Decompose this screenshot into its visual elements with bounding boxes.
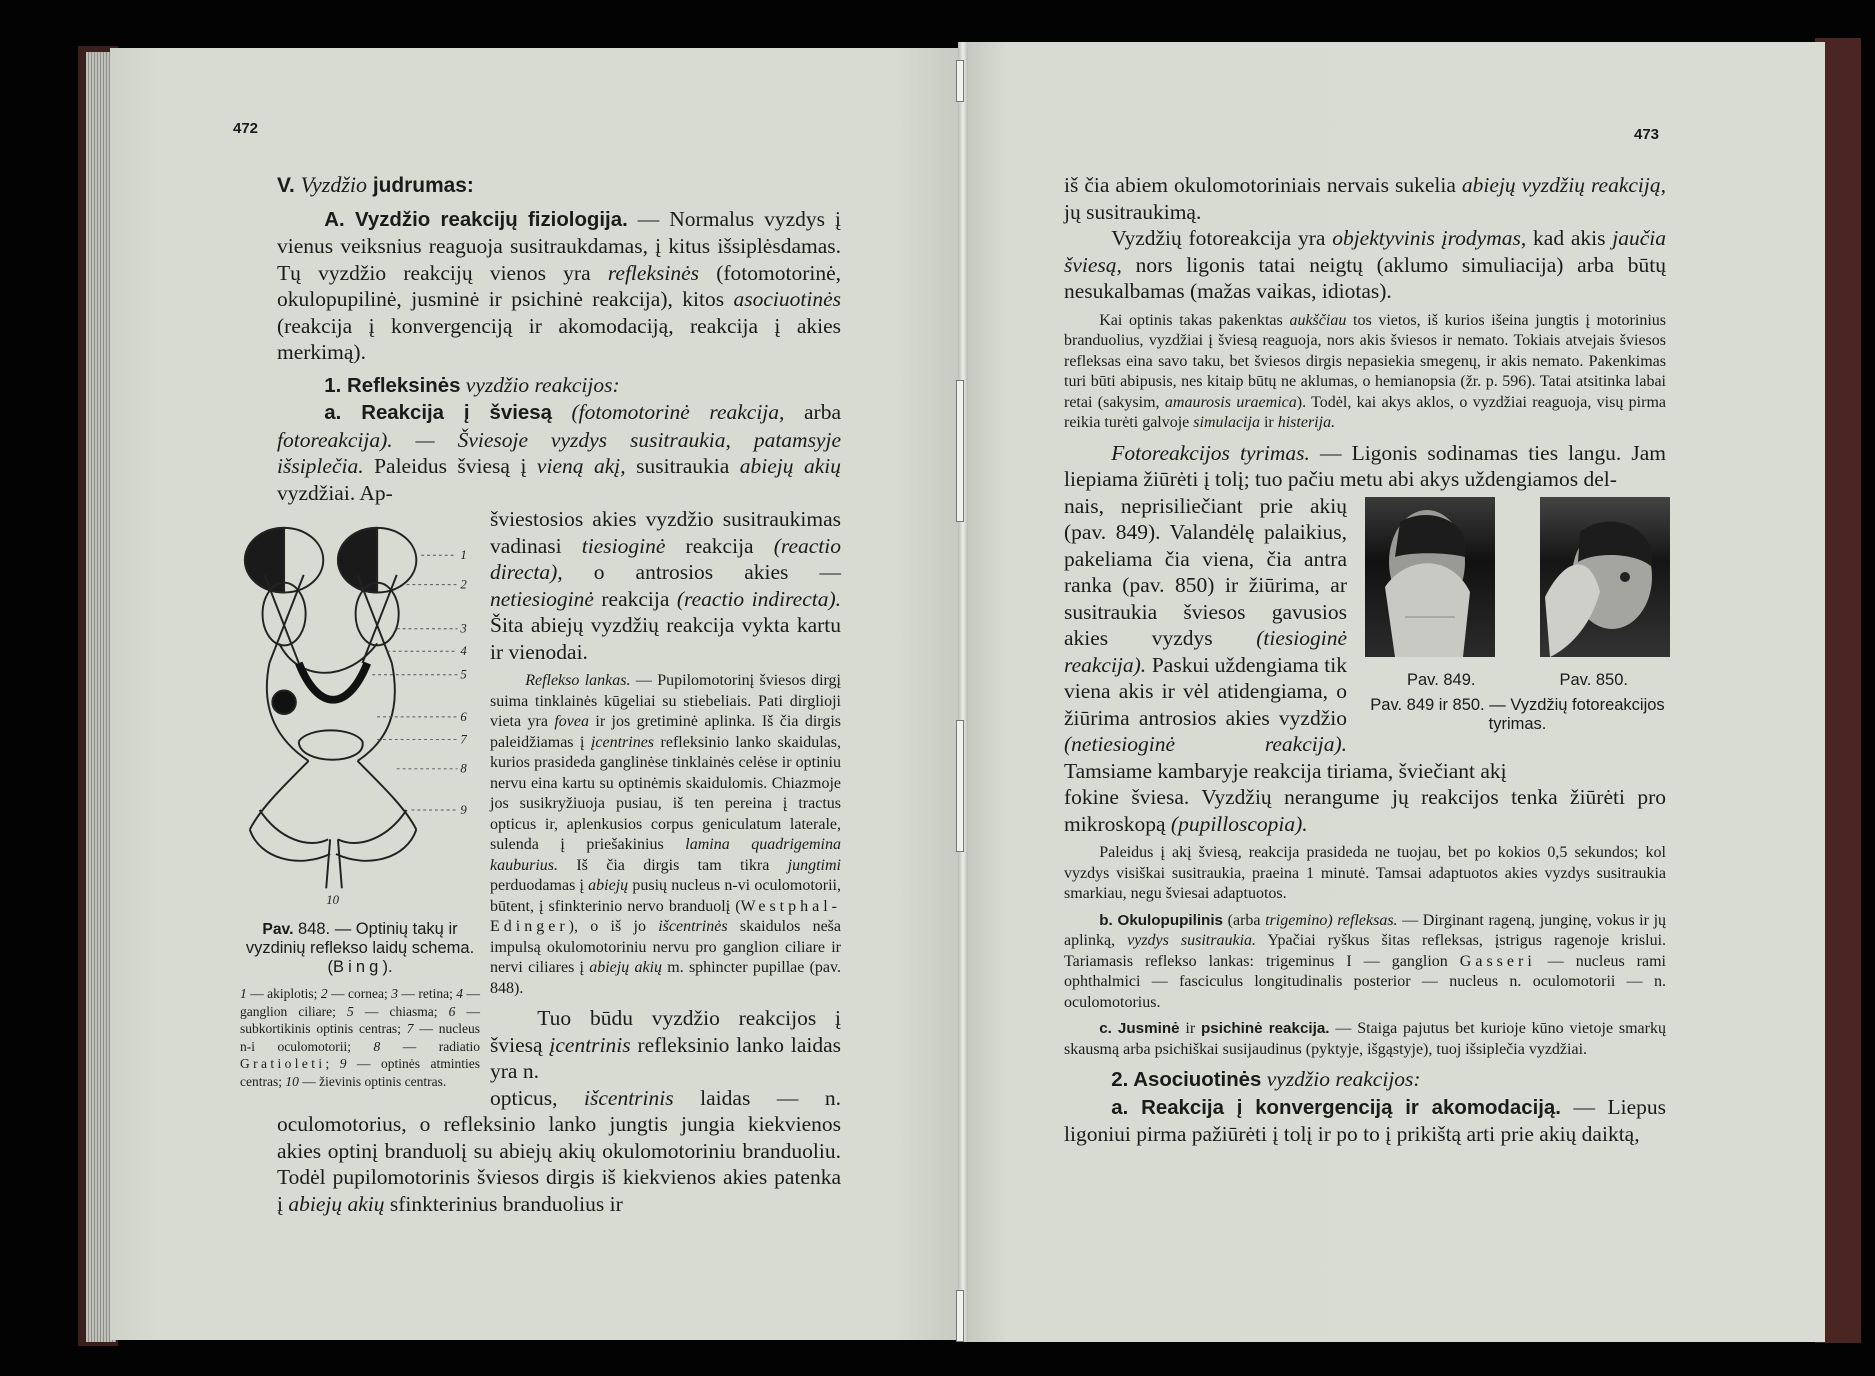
small-print-optic-lesion [1064, 311, 1666, 434]
diagram-label: 6 [460, 709, 467, 724]
text-run: Vyzdžių fotoreakcija yra [1111, 226, 1333, 250]
photo-fig-849 [1365, 497, 1495, 657]
diagram-label: 2 [460, 577, 467, 592]
text-run: V. [277, 174, 301, 197]
text-run: ). [382, 958, 393, 976]
text-run: Vyzdžio [300, 172, 368, 197]
text-run: išcentrinis [584, 1085, 674, 1110]
text-run: fokine šviesa. Vyzdžių nerangume jų reakcijos tenka žiūrėti pro mikroskopą [1064, 785, 1666, 836]
optic-pathway-diagram [240, 512, 480, 912]
photo-fig-850 [1540, 497, 1670, 657]
text-run: judrumas: [367, 174, 474, 197]
text-run: — žievinis optinis centras. [298, 1073, 447, 1089]
text-run: Paskui uždengiama tik viena akis ir vėl atidengiama, o žiūrima antrosios akies vyzdžio [1064, 652, 1347, 730]
section-heading [277, 172, 841, 200]
text-run: ; [325, 1056, 340, 1071]
text-run: 10 [285, 1073, 299, 1089]
text-run: Paleidus į akį šviesą, reakcija prasideda ne tuojau, bet po kokios 0,5 sekundos; kol vyzdys visiškai susitraukia, praeina 1 minutė. Tamsai adaptuotos akies vyzdys susitraukia smarkiau, negu šviesai adaptuotos. [1064, 844, 1666, 902]
photos-figure [1365, 497, 1670, 734]
text-run: (reakcija į konvergenciją ir akomodaciją, reakcija į akies merkimą). [277, 313, 841, 364]
text-run: Ypačiai ryškus šitas refleksas, įstrigus ragenoje krislui. Tariamasis reflekso lankas: trigeminus I — ganglion [1064, 932, 1667, 970]
text-run: ). Todėl, kai akys aklos, o vyzdžiai reaguoja, visų pirma reikia turėti galvoje [1064, 393, 1666, 431]
text-run: nais, neprisiliečiant prie akių (pav. 849). Valandėlę palaikius, pakeliama čia viena, čia antra ranka (pav. 850) ir žiūrima, ar susitraukia šviesos gavusios akies vyzdys [1064, 493, 1347, 650]
text-run: 3 [391, 986, 398, 1001]
diagram-label: 5 [460, 667, 467, 682]
binding-stitch [956, 720, 964, 852]
subheading-reflex [277, 372, 841, 400]
text-run: (fotomotorinė reakcija, [551, 400, 785, 424]
text-run: abiejų akių [739, 454, 842, 478]
text-run: Paleidus šviesą į [363, 454, 537, 478]
diagram-label: 8 [460, 761, 467, 776]
paragraph-conclusion [277, 1085, 841, 1218]
text-run: 2. Asociuotinės [1111, 1069, 1262, 1091]
text-run: laidas — n. oculomotorius, o refleksinio lanko jungtis jungia kiekvienos akies optinį branduolį su abiejų akių okulomotoriniu branduoliu. Todėl pupilomotorinis šviesos dirgis iš kiekvienos akies patenka į [277, 1085, 842, 1216]
text-run: iš čia abiem okulomotoriniais nervais sukelia [1064, 173, 1462, 197]
text-run: šviestosios akies vyzdžio susitraukimas vadinasi [490, 507, 841, 558]
text-run: (pupilloscopia). [1170, 811, 1308, 836]
text-run: 7 [406, 1021, 414, 1036]
text-run: perduodamas į [490, 877, 589, 894]
text-run: — radiatio [380, 1038, 480, 1054]
text-run: (arba [1223, 911, 1266, 929]
small-print-sensory [1064, 1019, 1666, 1060]
text-run: histerija. [1277, 414, 1336, 431]
figure-848 [240, 512, 480, 1090]
small-print-oculopupillary [1064, 911, 1666, 1014]
text-run: c. Jusminė [1099, 1020, 1180, 1037]
text-run: — Normalus vyzdys į vienus veiksnius reaguoja susitraukdamas, į kitus išsiplėsdamas. Tų vyzdžio reakcijų vienos yra [277, 206, 841, 285]
text-run: 848. — Optinių takų ir vyzdinių reflekso laidų schema. ( [245, 920, 475, 976]
text-run: susitraukia [625, 454, 740, 478]
text-run: reakcija [593, 586, 677, 611]
text-run: A. Vyzdžio reakcijų fiziologija. [324, 208, 628, 231]
text-run: sfinkterinius branduolius ir [384, 1191, 623, 1216]
text-run: — nucleus rami ophthalmici — fasciculus longitudinalis posterior — nucleus n. oculomotorii — n. oculomotorius. [1064, 952, 1666, 1011]
text-run: refleksinio lanko laidas yra n. [490, 1032, 841, 1083]
text-run: abiejų [588, 877, 629, 894]
text-run: reakcija [665, 533, 774, 558]
right-text-column [1064, 172, 1666, 1148]
text-run: ir [1179, 1020, 1202, 1037]
text-run: opticus, [490, 1085, 585, 1110]
page-number: 473 [1634, 126, 1660, 143]
text-run: Gasseri [1459, 952, 1536, 970]
text-run: abiejų akių [589, 959, 663, 976]
text-run: tos vietos, iš kurios išeina jungtis į motorinius branduolius, vyzdžiai į šviesą reaguoja, nors akis šviesos ir nemato. Tokiais atvejais šviesos refleksas eina savo taku, bet šviesos dirgis nepasiekia smegenų, ir akis nemato. Pakenkimas turi būti abipusis, nes kitaip būtų ne aklumas, o hemianopsia (žr. p. 596). Tatai atsitinka labai retai (sakysim, [1064, 311, 1666, 411]
text-run: pusių nucleus n-vi oculomotorii, būtent, į sfinkterinio nervo branduolį ( [490, 877, 841, 915]
text-run: simulacija [1193, 414, 1260, 431]
paragraph-convergence [1064, 1094, 1666, 1148]
text-run: jaučia šviesą, [1064, 226, 1666, 277]
text-run: įcentrinis [549, 1032, 631, 1057]
paragraph-examination [1064, 440, 1666, 493]
paragraph-continuation [1064, 172, 1666, 225]
text-run: refleksinio lanko skaidulas, kurios prasideda ganglinėse tinklainės celėse ir optiniu nervu eina kartu su optinėmis skaidulomis. Chiazmoje jos susikryžiuoja pusiau, iš ten pereina į tractus opticus ir, aplenkusios corpus geniculatum laterale, sulenda į priešakinius [490, 733, 841, 853]
diagram-label: 7 [460, 732, 467, 747]
text-run: fovea [554, 713, 589, 730]
text-run: Tuo būdu vyzdžio reakcijos į šviesą [490, 1006, 841, 1057]
text-run: objektyvinis įrodymas, [1332, 226, 1527, 250]
page-number: 472 [233, 120, 259, 137]
text-run: vieną akį, [536, 454, 626, 478]
text-run: 8 [373, 1038, 381, 1054]
diagram-label: 4 [460, 644, 467, 659]
photo-850-label: Pav. 850. [1559, 670, 1628, 689]
binding-stitch [956, 380, 964, 522]
diagram-label: 9 [460, 802, 467, 817]
text-run: (reactio directa), [490, 533, 841, 584]
paragraph-examination-end [1064, 784, 1666, 837]
text-run: Šita abiejų vyzdžių reakcija vykta kartu ir vienodai. [490, 613, 841, 664]
text-run: Tamsiame kambaryje reakcija tiriama, šviečiant akį [1064, 758, 1507, 783]
text-run: išcentrinės [658, 918, 728, 935]
text-run: asociuotinės [733, 287, 841, 311]
diagram-label: 1 [460, 548, 467, 563]
text-run: — retina; [397, 986, 457, 1001]
paragraph-physiology [277, 206, 841, 366]
text-run: abiejų vyzdžių reakciją, [1461, 173, 1667, 197]
text-run: įcentrines [590, 733, 655, 751]
text-run: netiesioginė [490, 586, 594, 611]
text-run: amaurosis uraemica [1164, 393, 1297, 411]
text-run: vyzdys susitraukia. [1127, 932, 1257, 949]
text-run: a. Reakcija į konvergenciją ir akomodaciją. [1111, 1096, 1561, 1119]
text-run: tiesioginė [581, 533, 666, 558]
text-run: — optinės atminties centras; [240, 1056, 480, 1089]
text-run: Fotoreakcijos tyrimas. [1111, 440, 1310, 465]
text-run: refleksinės [607, 260, 699, 285]
text-run: — ganglion ciliare; [240, 986, 480, 1019]
text-run: a. Reakcija į šviesą [324, 402, 552, 424]
text-run: fotoreakcija). — Šviesoje vyzdys susitraukia, patamsyje išsiplečia. [277, 427, 841, 478]
text-run: — Staiga pajutus bet kurioje kūno vietoje smarkų skausmą arba psichiškai susijaudinus (pyktyje, išgąstyje), tuoj išsiplečia vyzdžiai. [1064, 1020, 1666, 1058]
text-run: — Pupilomotorinį šviesos dirgį suima tinklainės kūgeliai su stiebeliais. Pati dirglioji vieta yra [490, 672, 841, 730]
text-run: (netiesioginė reakcija). [1064, 732, 1347, 756]
text-run: 2 [320, 986, 328, 1001]
book-spine [958, 42, 968, 1342]
small-print-latency [1064, 843, 1666, 905]
text-run: 1 [240, 986, 247, 1001]
text-run: o antrosios akies — [562, 560, 841, 584]
text-run: ), o iš jo [568, 918, 659, 935]
text-run: nors ligonis tatai neigtų (aklumo simuliacija) arba būtų nesukalbamas (mažas vaikas, idiotas). [1064, 252, 1666, 303]
text-run: — nucleus n-i oculomotorii; [240, 1021, 480, 1054]
text-run: trigemino) refleksas. [1265, 911, 1398, 929]
text-run: 5 [346, 1003, 354, 1019]
text-run: Pav. [262, 921, 294, 938]
text-run: abiejų akių [288, 1191, 385, 1216]
figure-848-legend [240, 985, 480, 1090]
figure-848-caption [240, 920, 480, 977]
text-run: Iš čia dirgis tam tikra [558, 856, 788, 874]
text-run: Westphal-Edinger [490, 897, 841, 935]
paragraph-objective-proof [1064, 225, 1666, 305]
binding-stitch [956, 60, 964, 102]
text-run: — subkortikinis optinis centras; [240, 1003, 481, 1036]
subheading-associated [1064, 1066, 1666, 1094]
text-run: vyzdžio reakcijos: [1261, 1067, 1421, 1091]
text-run: (tiesioginė reakcija). [1064, 626, 1347, 677]
text-run: — chiasma; [353, 1003, 449, 1019]
text-run: — Dirginant rageną, junginę, vokus ir jų aplinką, [1064, 911, 1667, 949]
text-run: 6 [448, 1003, 456, 1019]
diagram-label: 10 [326, 893, 339, 907]
diagram-label: 3 [460, 621, 467, 636]
text-run: Bing [332, 958, 383, 976]
text-run: — akiplotis; [246, 986, 321, 1001]
text-run: kad akis [1526, 226, 1613, 250]
text-run: (fotomotorinė, okulopupilinė, jusminė ir psichinė reakcija), kitos [277, 260, 842, 311]
text-run: jų susitraukimą. [1064, 199, 1202, 224]
text-run: b. Okulopupilinis [1099, 911, 1223, 929]
paragraph-light-reaction [277, 399, 841, 506]
text-run: 9 [339, 1056, 347, 1071]
photo-849-label: Pav. 849. [1407, 670, 1476, 689]
text-run: ir jos gretiminė aplinka. Iš čia dirgis paleidžiamas į [490, 713, 841, 751]
binding-stitch [956, 1290, 964, 1342]
text-run: (reactio indirecta). [676, 586, 841, 611]
text-run: arba [784, 400, 841, 424]
text-run: Reflekso lankas. [525, 672, 631, 689]
text-run: Kai optinis takas pakenktas [1099, 311, 1290, 329]
text-run: Gratioleti [240, 1056, 326, 1071]
text-run: aukščiau [1289, 311, 1347, 329]
text-run: vyzdžio reakcijos: [460, 372, 620, 397]
text-run: vyzdžiai. Ap- [277, 480, 393, 505]
text-run: skaidulos neša impulsą okulomotoriniu nervu pro ganglion ciliare ir nervi ciliares į [490, 918, 841, 976]
text-run: 1. Refleksinės [324, 374, 461, 397]
text-run: jungtimi [787, 856, 841, 874]
text-run: — cornea; [327, 986, 392, 1001]
text-run: m. sphincter pupillae (pav. 848). [490, 959, 841, 997]
text-run: 4 [456, 986, 464, 1001]
photos-caption: Pav. 849 ir 850. — Vyzdžių fotoreakcijos tyrimas. [1370, 695, 1665, 733]
text-run: — Liepus ligoniui pirma pažiūrėti į tolį ir po to į prikištą arti prie akių daiktą, [1064, 1094, 1666, 1146]
text-run: — Ligonis sodinamas ties langu. Jam liepiama žiūrėti į tolį; tuo pačiu metu abi akys uždengiamos del- [1064, 440, 1667, 491]
text-run: ir [1259, 414, 1278, 431]
text-run: psichinė reakcija. [1201, 1020, 1330, 1037]
text-run: lamina quadrigemina kauburius. [490, 836, 842, 874]
left-text-column [240, 172, 842, 1217]
